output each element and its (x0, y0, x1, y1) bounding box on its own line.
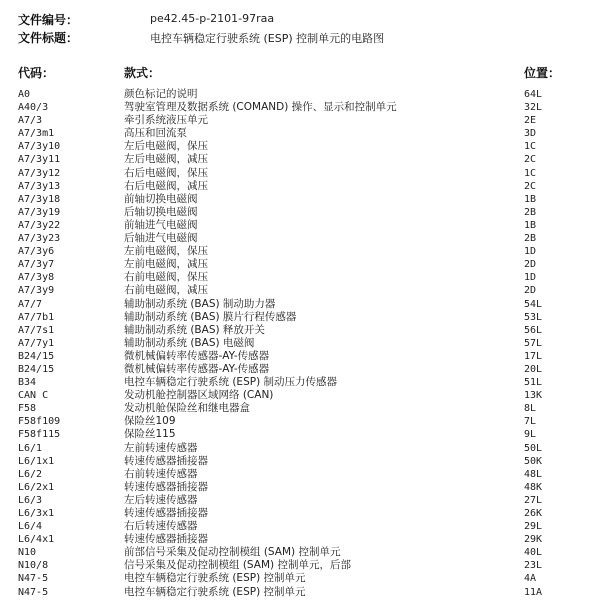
file-number-value: pe42.45-p-2101-97raa (150, 12, 275, 25)
row-description: 信号采集及促动控制模组 (SAM) 控制单元，后部 (124, 559, 351, 572)
row-description: 前部信号采集及促动控制模组 (SAM) 控制单元 (124, 546, 341, 559)
row-location: 7L (524, 416, 537, 428)
row-code: L6/4 (18, 521, 43, 533)
table-row (0, 101, 601, 114)
row-code: A7/7b1 (18, 311, 55, 323)
row-code: A7/3y6 (18, 246, 55, 258)
table-row (0, 376, 601, 389)
row-location: 2C (524, 180, 537, 192)
table-row (0, 494, 601, 507)
row-code: A7/3y12 (18, 167, 61, 179)
table-row (0, 415, 601, 428)
table-row (0, 140, 601, 153)
row-description: 高压和回流泵 (124, 127, 187, 140)
row-code: A7/3y22 (18, 219, 61, 231)
row-description: 牵引系统液压单元 (124, 114, 208, 127)
row-code: L6/2 (18, 468, 43, 480)
row-location: 17L (524, 350, 543, 362)
row-description: 发动机舱保险丝和继电器盒 (124, 402, 250, 415)
file-number-label: 文件编号： (18, 13, 79, 27)
row-code: A7/3y9 (18, 285, 55, 297)
row-description: 电控车辆稳定行驶系统 (ESP) 制动压力传感器 (124, 376, 337, 389)
row-code: B34 (18, 377, 37, 389)
row-location: 1D (524, 272, 537, 284)
column-header-code: 代码： (18, 66, 55, 80)
row-description: 发动机舱控制器区域网络 (CAN) (124, 389, 274, 402)
row-code: A7/7s1 (18, 324, 55, 336)
table-row (0, 442, 601, 455)
table-row (0, 167, 601, 180)
table-row (0, 219, 601, 232)
row-code: A7/3y7 (18, 259, 55, 271)
row-location: 4A (524, 573, 537, 585)
component-table (0, 88, 601, 599)
row-description: 微机械偏转率传感器-AY-传感器 (124, 362, 270, 375)
row-code: A7/3y10 (18, 141, 61, 153)
row-location: 1D (524, 246, 537, 258)
row-description: 左后转速传感器 (124, 493, 198, 506)
row-description: 辅助制动系统 (BAS) 电磁阀 (124, 336, 255, 349)
row-location: 2B (524, 233, 537, 245)
column-header-location: 位置： (524, 66, 561, 80)
row-location: 1B (524, 193, 537, 205)
table-row (0, 271, 601, 284)
table-row (0, 507, 601, 520)
row-code: A40/3 (18, 102, 49, 114)
row-code: A7/3m1 (18, 128, 55, 140)
row-description: 转速传感器插接器 (124, 480, 208, 493)
table-row (0, 533, 601, 546)
row-code: A7/3y18 (18, 193, 61, 205)
row-description: 左后电磁阀，减压 (124, 153, 208, 166)
row-code: N10 (18, 547, 37, 559)
table-row (0, 559, 601, 572)
file-title-label: 文件标题： (18, 31, 79, 45)
table-row (0, 337, 601, 350)
row-location: 11A (524, 586, 543, 598)
row-description: 右前转速传感器 (124, 467, 198, 480)
row-location: 2E (524, 115, 537, 127)
row-description: 右后电磁阀，保压 (124, 166, 208, 179)
row-code: A7/7y1 (18, 337, 55, 349)
row-description: 左后电磁阀，保压 (124, 140, 208, 153)
row-description: 微机械偏转率传感器-AY-传感器 (124, 349, 270, 362)
row-description: 右后转速传感器 (124, 520, 198, 533)
table-row (0, 455, 601, 468)
row-code: N47-5 (18, 573, 49, 585)
row-location: 9L (524, 429, 537, 441)
row-code: A7/3y23 (18, 233, 61, 245)
row-code: L6/1 (18, 442, 43, 454)
table-row (0, 481, 601, 494)
row-location: 2D (524, 259, 537, 271)
row-location: 20L (524, 363, 543, 375)
row-location: 32L (524, 102, 543, 114)
row-code: B24/15 (18, 350, 55, 362)
row-location: 29K (524, 534, 543, 546)
row-code: N47-5 (18, 586, 49, 598)
row-location: 64L (524, 89, 543, 100)
table-row (0, 88, 601, 101)
row-code: L6/3x1 (18, 508, 55, 519)
table-row (0, 468, 601, 481)
row-location: 26K (524, 508, 543, 519)
table-row (0, 350, 601, 363)
row-description: 右前电磁阀，减压 (124, 284, 208, 297)
table-row (0, 193, 601, 206)
row-code: B24/15 (18, 363, 55, 375)
row-code: A7/3y11 (18, 154, 61, 166)
row-code: CAN C (18, 390, 49, 402)
row-location: 29L (524, 521, 543, 533)
row-description: 后轴切换电磁阀 (124, 205, 198, 218)
file-title-value: 电控车辆稳定行驶系统 (ESP) 控制单元的电路图 (150, 32, 385, 45)
row-description: 左前转速传感器 (124, 441, 198, 454)
table-row (0, 586, 601, 599)
row-description: 保险丝109 (124, 415, 176, 428)
row-location: 56L (524, 324, 543, 336)
table-row (0, 389, 601, 402)
row-location: 50L (524, 442, 543, 454)
row-description: 电控车辆稳定行驶系统 (ESP) 控制单元 (124, 585, 306, 598)
row-description: 转速传感器插接器 (124, 507, 208, 519)
row-code: A0 (18, 89, 31, 100)
row-location: 57L (524, 337, 543, 349)
row-description: 右后电磁阀，减压 (124, 179, 208, 192)
row-code: F58f115 (18, 429, 61, 441)
row-code: A7/3y13 (18, 180, 61, 192)
row-location: 1B (524, 219, 537, 231)
table-row (0, 206, 601, 219)
table-row (0, 245, 601, 258)
table-row (0, 180, 601, 193)
row-location: 23L (524, 560, 543, 572)
row-description: 辅助制动系统 (BAS) 膜片行程传感器 (124, 310, 297, 323)
table-row (0, 232, 601, 245)
row-description: 辅助制动系统 (BAS) 制动助力器 (124, 297, 276, 310)
row-location: 54L (524, 298, 543, 310)
table-row (0, 428, 601, 441)
row-location: 2D (524, 285, 537, 297)
row-location: 2C (524, 154, 537, 166)
row-description: 前轴进气电磁阀 (124, 218, 198, 231)
table-row (0, 284, 601, 297)
row-location: 1C (524, 141, 537, 153)
row-code: L6/1x1 (18, 455, 55, 467)
table-row (0, 258, 601, 271)
row-description: 电控车辆稳定行驶系统 (ESP) 控制单元 (124, 572, 306, 585)
table-row (0, 572, 601, 585)
row-description: 前轴切换电磁阀 (124, 192, 198, 205)
row-location: 51L (524, 377, 543, 389)
row-description: 驾驶室管理及数据系统 (COMAND) 操作、显示和控制单元 (124, 101, 397, 114)
table-row (0, 298, 601, 311)
row-description: 后轴进气电磁阀 (124, 232, 198, 245)
row-description: 颜色标记的说明 (124, 88, 198, 100)
row-location: 40L (524, 547, 543, 559)
row-location: 13K (524, 390, 543, 402)
row-location: 50K (524, 455, 543, 467)
row-code: A7/3y8 (18, 272, 55, 284)
table-row (0, 520, 601, 533)
table-row (0, 127, 601, 140)
row-code: N10/8 (18, 560, 49, 572)
row-code: L6/2x1 (18, 481, 55, 493)
table-row (0, 153, 601, 166)
row-location: 27L (524, 494, 543, 506)
row-code: L6/4x1 (18, 534, 55, 546)
table-row (0, 324, 601, 337)
row-location: 2B (524, 206, 537, 218)
row-description: 右前电磁阀，保压 (124, 271, 208, 284)
table-row (0, 402, 601, 415)
row-location: 8L (524, 403, 537, 415)
table-row (0, 546, 601, 559)
row-location: 3D (524, 128, 537, 140)
row-description: 左前电磁阀，保压 (124, 245, 208, 258)
row-code: L6/3 (18, 494, 43, 506)
table-row (0, 363, 601, 376)
column-header-description: 款式： (124, 66, 161, 80)
row-location: 1C (524, 167, 537, 179)
row-location: 48L (524, 468, 543, 480)
row-location: 53L (524, 311, 543, 323)
table-row (0, 114, 601, 127)
row-description: 辅助制动系统 (BAS) 释放开关 (124, 323, 265, 336)
row-code: A7/7 (18, 298, 43, 310)
row-code: F58f109 (18, 416, 61, 428)
table-row (0, 311, 601, 324)
row-description: 转速传感器插接器 (124, 454, 208, 467)
row-description: 左前电磁阀，减压 (124, 258, 208, 271)
row-code: F58 (18, 403, 37, 415)
row-code: A7/3 (18, 115, 43, 127)
row-code: A7/3y19 (18, 206, 61, 218)
row-description: 保险丝115 (124, 428, 176, 441)
row-location: 48K (524, 481, 543, 493)
row-description: 转速传感器插接器 (124, 533, 208, 546)
